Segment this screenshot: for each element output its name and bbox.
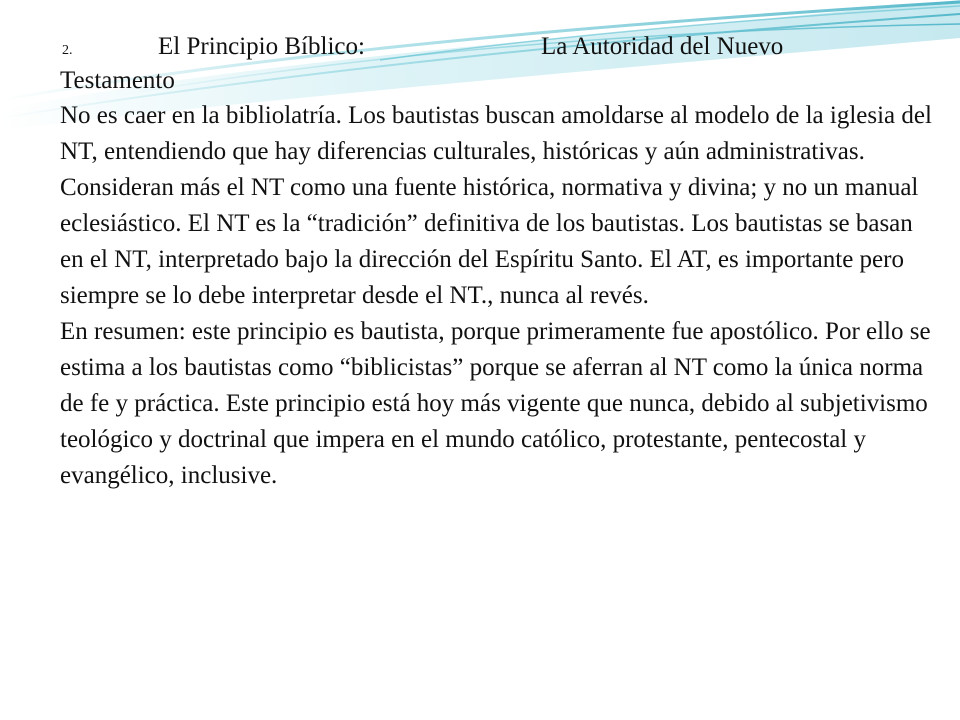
body-paragraph-1: No es caer en la bibliolatría. Los bautistas buscan amoldarse al modelo de la iglesia del NT, entendiendo que hay diferencias culturales, históricas y aún administrativas. Consideran más el NT como una fuente histórica, normativa y divina; y no un manual eclesiástico. El NT es la “tradición” definitiva de los bautistas. Los bautistas se basan en el NT, interpretado bajo la dirección del Espíritu Santo. El AT, es importante pero siempre se lo debe interpretar desde el NT., nunca al revés.: [60, 102, 932, 309]
slide-heading: [60, 30, 940, 64]
heading-continuation: Testamento: [60, 67, 175, 94]
heading-number: 2.: [62, 43, 73, 58]
slide-content: [60, 30, 940, 494]
heading-principle: El Principio Bíblico:: [158, 33, 365, 60]
heading-authority: La Autoridad del Nuevo: [541, 33, 784, 60]
body-paragraph-2: En resumen: este principio es bautista, porque primeramente fue apostólico. Por ello se estima a los bautistas como “biblicistas” porque se aferran al NT como la única norma de fe y práctica. Este principio está hoy más vigente que nunca, debido al subjetivismo teológico y doctrinal que impera en el mundo católico, protestante, pentecostal y evangélico, inclusive.: [60, 318, 931, 489]
